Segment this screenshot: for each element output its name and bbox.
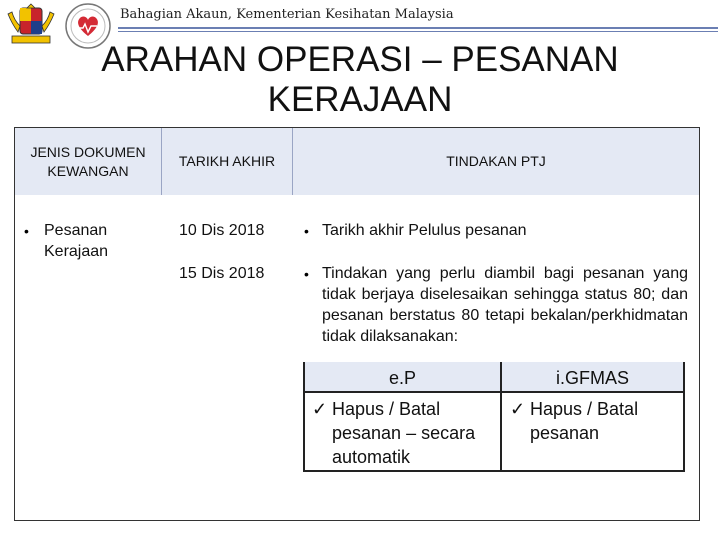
bullet-icon: • bbox=[304, 266, 309, 282]
subtable-divider bbox=[303, 391, 685, 393]
action-row-2: Tindakan yang perlu diambil bagi pesanan yang tidak berjaya diselesaikan sehingga status 80; dan pesanan berstatus 80 tetapi bekalan/perkhidmatan tidak dilaksanakan: bbox=[322, 265, 688, 345]
subtable-header-ep: e.P bbox=[388, 367, 417, 388]
check-icon: ✓ bbox=[510, 399, 526, 419]
check-icon: ✓ bbox=[312, 399, 328, 419]
date-row-2: 15 Dis 2018 bbox=[179, 265, 265, 282]
header-tarikh-akhir: TARIKH AKHIR bbox=[178, 153, 276, 169]
header-jenis-dokumen: JENIS DOKUMEN KEWANGAN bbox=[30, 143, 146, 179]
page-title: ARAHAN OPERASI – PESANAN KERAJAAN bbox=[101, 40, 619, 119]
action-row-1: Tarikh akhir Pelulus pesanan bbox=[322, 222, 527, 239]
bullet-icon: • bbox=[304, 223, 309, 239]
coat-of-arms-icon bbox=[2, 2, 60, 48]
document-type: Pesanan Kerajaan bbox=[44, 222, 109, 260]
date-row-1: 10 Dis 2018 bbox=[179, 222, 265, 239]
department-name: Bahagian Akaun, Kementerian Kesihatan Malaysia bbox=[120, 7, 454, 22]
subtable-cell-igfmas: Hapus / Batal pesanan bbox=[530, 399, 639, 443]
bullet-icon: • bbox=[24, 223, 29, 239]
subtable-divider bbox=[500, 362, 502, 472]
header-rule-thin bbox=[118, 31, 718, 32]
header-rule bbox=[118, 27, 718, 29]
header-tindakan-ptj: TINDAKAN PTJ bbox=[446, 153, 546, 169]
subtable-cell-ep: Hapus / Batal pesanan – secara automatik bbox=[332, 399, 476, 467]
subtable-header-igfmas: i.GFMAS bbox=[555, 367, 629, 388]
